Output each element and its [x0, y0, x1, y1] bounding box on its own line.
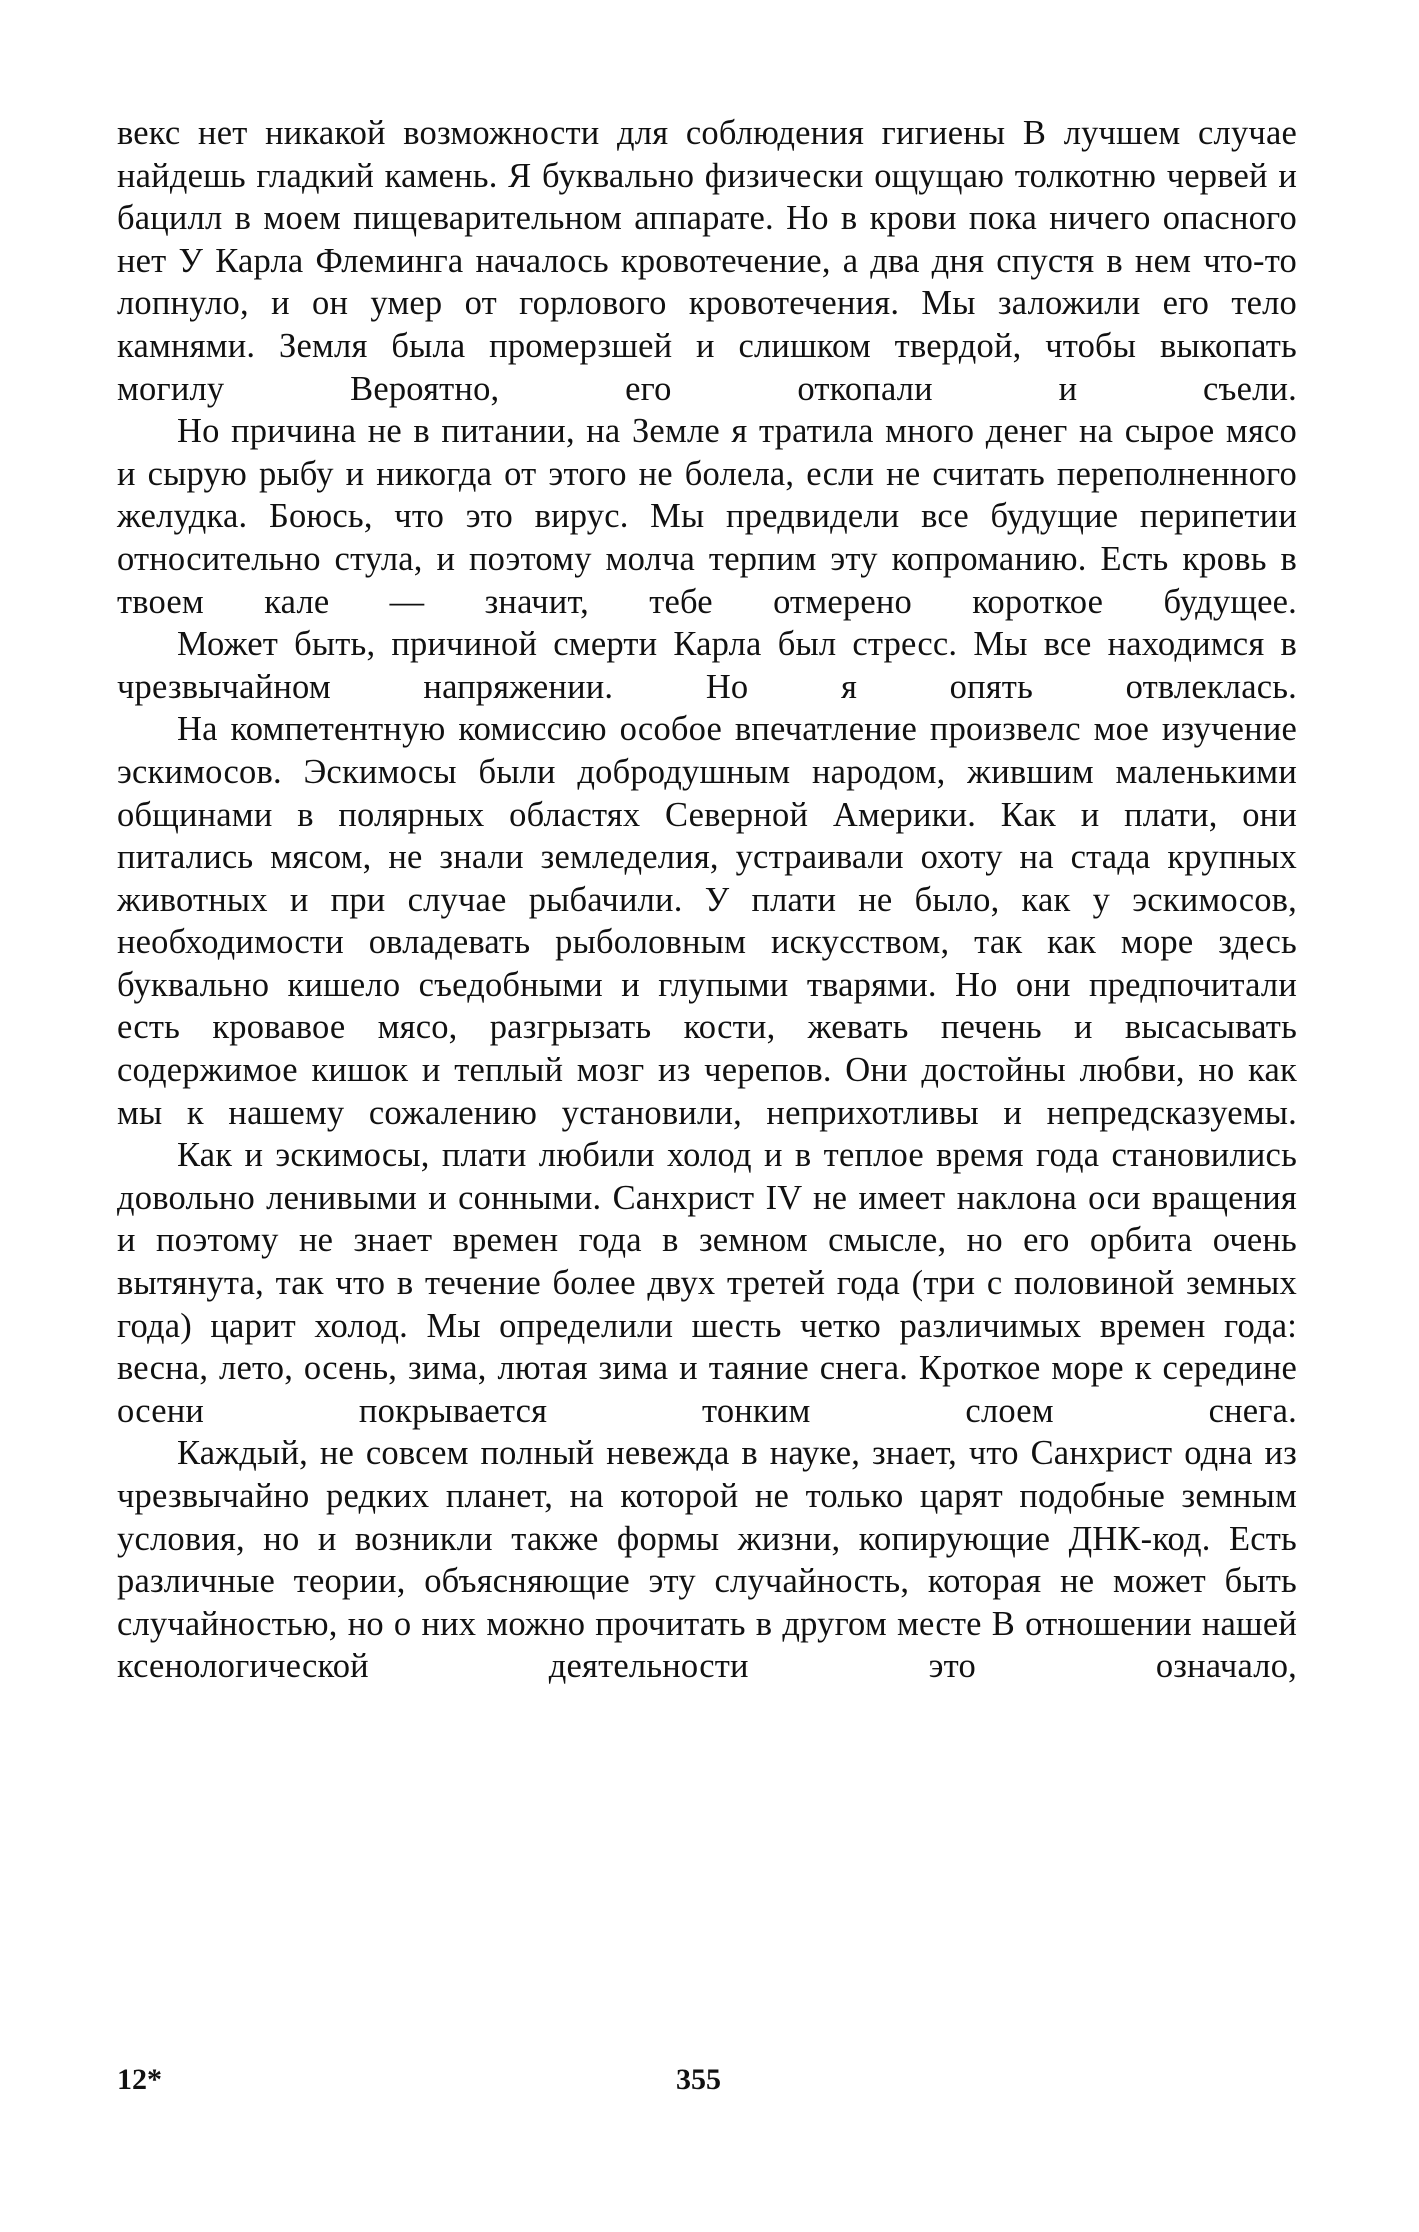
signature-mark: 12* — [117, 2063, 162, 2096]
body-text — [117, 112, 1297, 1688]
paragraph-3: Может быть, причиной смерти Карла был стресс. Мы все находимся в чрезвычайном напряжении. Но я опять отвлеклась. — [117, 625, 1297, 706]
page-footer — [0, 2063, 1419, 2103]
paragraph-2: Но причина не в питании, на Земле я тратила много денег на сырое мясо и сырую рыбу и никогда от этого не болела, если не считать переполненного желудка. Боюсь, что это вирус. Мы предвидели все будущие перипетии относительно стула, и поэтому молча терпим эту копроманию. Есть кровь в твоем кале — значит, тебе отмерено короткое будущее. — [117, 412, 1297, 621]
paragraph-5: Как и эскимосы, плати любили холод и в теплое время года становились довольно ленивыми и сонными. Санхрист IV не имеет наклона оси вращения и поэтому не знает времен года в земном смысле, но его орбита очень вытянута, так что в течение более двух третей года (три с половиной земных года) царит холод. Мы определили шесть четко различимых времен года: весна, лето, осень, зима, лютая зима и таяние снега. Кроткое море к середине осени покрывается тонким слоем снега. — [117, 1136, 1297, 1430]
page-number: 355 — [676, 2063, 721, 2096]
paragraph-6: Каждый, не совсем полный невежда в науке, знает, что Санхрист одна из чрезвычайно редких планет, на которой не только царят подобные земным условия, но и возникли также формы жизни, копирующие ДНК-код. Есть различные теории, объясняющие эту случайность, которая не может быть случайностью, но о них можно прочитать в другом месте В отношении нашей ксенологической деятельности это означало, — [117, 1434, 1297, 1686]
paragraph-4: На компетентную комиссию особое впечатление произвелс мое изучение эскимосов. Эскимосы были добродушным народом, жившим маленькими общинами в полярных областях Северной Америки. Как и плати, они питались мясом, не знали земледелия, устраивали охоту на стада крупных животных и при случае рыбачили. У плати не было, как у эскимосов, необходимости овладевать рыболовным искусством, так как море здесь буквально кишело съедобными и глупыми тварями. Но они предпочитали есть кровавое мясо, разгрызать кости, жевать печень и высасывать содержимое кишок и теплый мозг из черепов. Они достойны любви, но как мы к нашему сожалению установили, неприхотливы и непредсказуемы. — [117, 710, 1297, 1132]
paragraph-1: векс нет никакой возможности для соблюдения гигиены В лучшем случае найдешь гладкий камень. Я буквально физически ощущаю толкотню червей и бацилл в моем пищеварительном аппарате. Но в крови пока ничего опасного нет У Карла Флеминга началось кровотечение, а два дня спустя в нем что-то лопнуло, и он умер от горлового кровотечения. Мы заложили его тело камнями. Земля была промерзшей и слишком твердой, чтобы выкопать могилу Вероятно, его откопали и съели. — [117, 114, 1297, 408]
